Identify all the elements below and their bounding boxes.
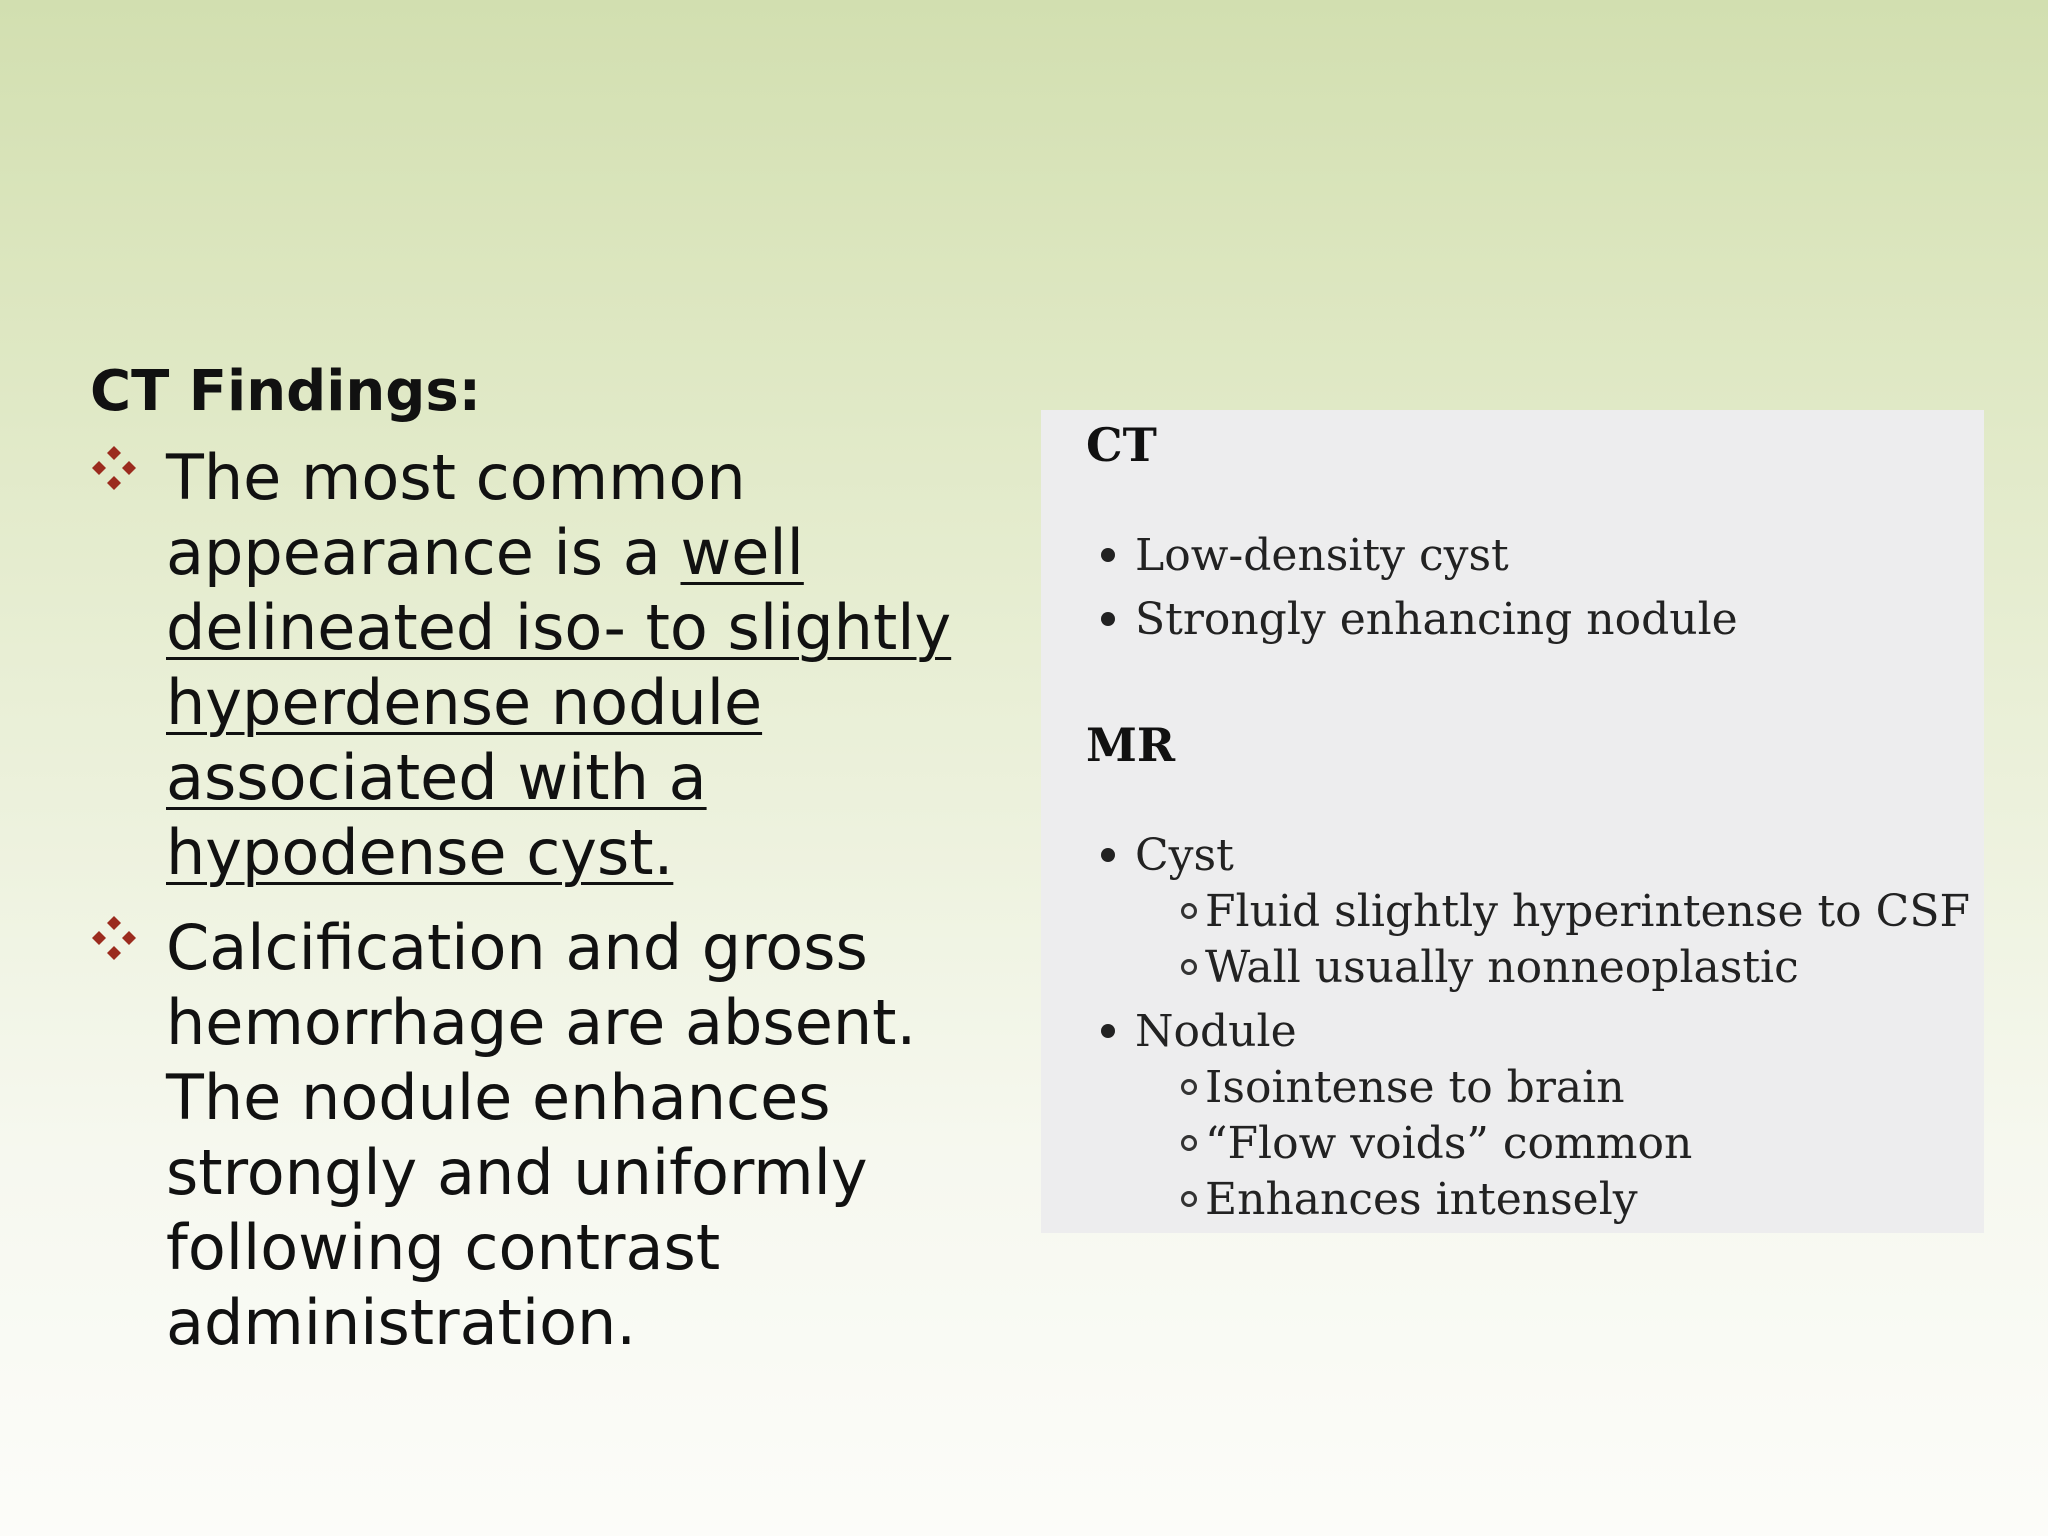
finding-1-intro: The most common appearance is a bbox=[166, 441, 746, 589]
finding-1-underlined: well delineated iso- to slightly hyperdense nodule associated with a hypodense cyst. bbox=[166, 516, 952, 889]
four-diamond-bullet-icon bbox=[90, 914, 138, 962]
ct-item: Low-density cyst bbox=[1101, 530, 1509, 581]
bullet-dot-icon bbox=[1101, 848, 1115, 862]
ct-findings-heading: CT Findings: bbox=[90, 359, 482, 424]
mr-item-nodule: Nodule bbox=[1101, 1006, 1297, 1057]
bullet-dot-icon bbox=[1101, 612, 1115, 626]
mr-subitem: “Flow voids” common bbox=[1181, 1118, 1692, 1169]
circle-bullet-icon bbox=[1181, 903, 1197, 919]
finding-bullet-1 bbox=[90, 440, 990, 890]
four-diamond-bullet-icon bbox=[90, 444, 138, 492]
bullet-dot-icon bbox=[1101, 1024, 1115, 1038]
bullet-dot-icon bbox=[1101, 548, 1115, 562]
finding-bullet-2 bbox=[90, 910, 990, 1360]
mr-subitem: Fluid slightly hyperintense to CSF bbox=[1181, 886, 1970, 937]
imaging-summary-panel bbox=[1041, 410, 1984, 1233]
circle-bullet-icon bbox=[1181, 1079, 1197, 1095]
ct-heading: CT bbox=[1086, 418, 1157, 472]
circle-bullet-icon bbox=[1181, 1135, 1197, 1151]
circle-bullet-icon bbox=[1181, 1191, 1197, 1207]
circle-bullet-icon bbox=[1181, 959, 1197, 975]
finding-2-text: Calcification and gross hemorrhage are absent. The nodule enhances strongly and uniformly following contrast administration. bbox=[166, 911, 917, 1359]
slide-text-column bbox=[90, 356, 990, 1380]
mr-subitem: Isointense to brain bbox=[1181, 1062, 1625, 1113]
mr-item-cyst: Cyst bbox=[1101, 830, 1234, 881]
ct-item: Strongly enhancing nodule bbox=[1101, 594, 1738, 645]
mr-subitem: Enhances intensely bbox=[1181, 1174, 1638, 1225]
mr-heading: MR bbox=[1086, 718, 1176, 772]
mr-subitem: Wall usually nonneoplastic bbox=[1181, 942, 1799, 993]
